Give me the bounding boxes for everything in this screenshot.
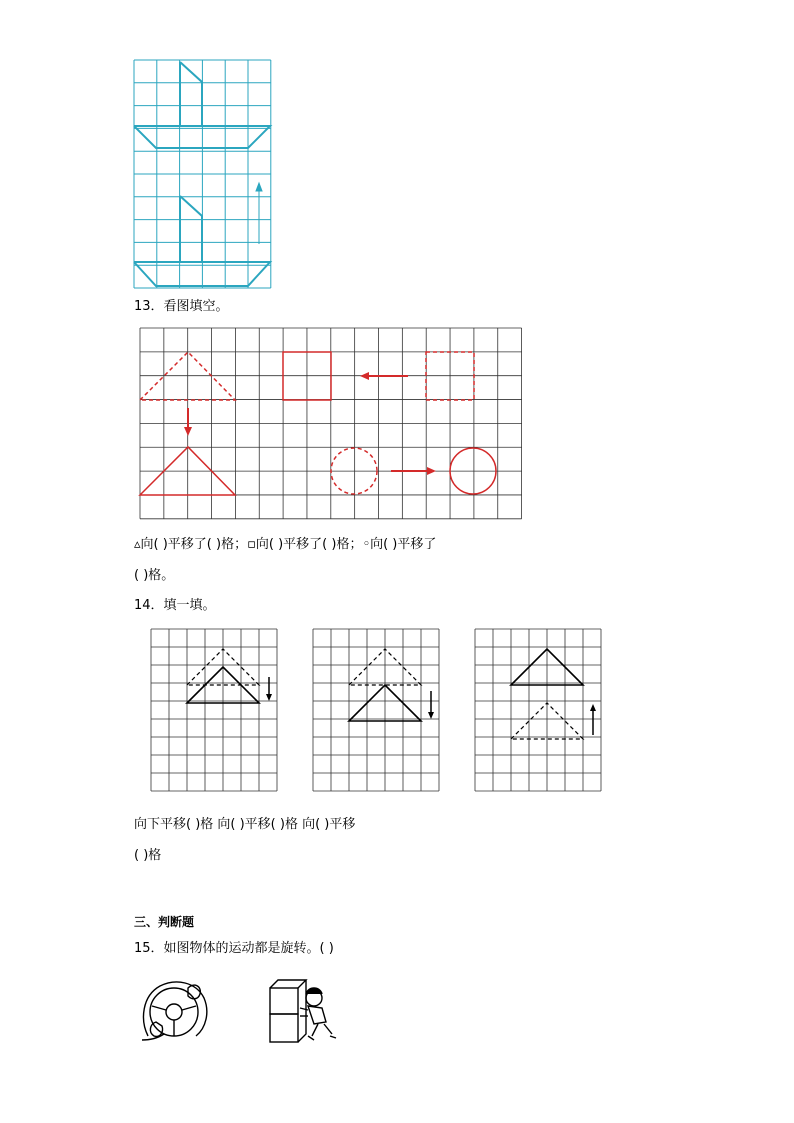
q13-grid-figure [140,328,522,520]
q14-grid-2 [313,629,441,793]
q14-fill-line-1: 向下平移( )格 向( )平移( )格 向( )平移 [134,817,356,832]
teal-up-arrow [256,183,262,244]
q14-title: 14．填一填。 [134,598,216,613]
teal-grid-figure [134,60,272,288]
pushing-box-illustration [268,978,340,1044]
teal-shape-bottom-stem [180,196,202,262]
q13-fill-line-2: ( )格。 [134,568,175,583]
right-arrow [391,467,436,475]
steering-wheel-illustration [138,978,210,1044]
q13-title: 13．看图填空。 [134,299,229,314]
down-arrow [184,408,192,436]
left-arrow [360,372,408,380]
q14-fill-line-2: ( )格 [134,848,162,863]
q14-grid-1 [151,629,279,793]
q15-title: 15．如图物体的运动都是旋转。( ) [134,941,334,956]
teal-shape-top-stem-right [180,62,202,126]
q14-grid-3 [475,629,603,793]
q13-fill-line-1: ▵向( )平移了( )格；▫向( )平移了( )格；◦向( )平移了 [134,537,437,552]
section-3-title: 三、判断题 [134,915,195,929]
